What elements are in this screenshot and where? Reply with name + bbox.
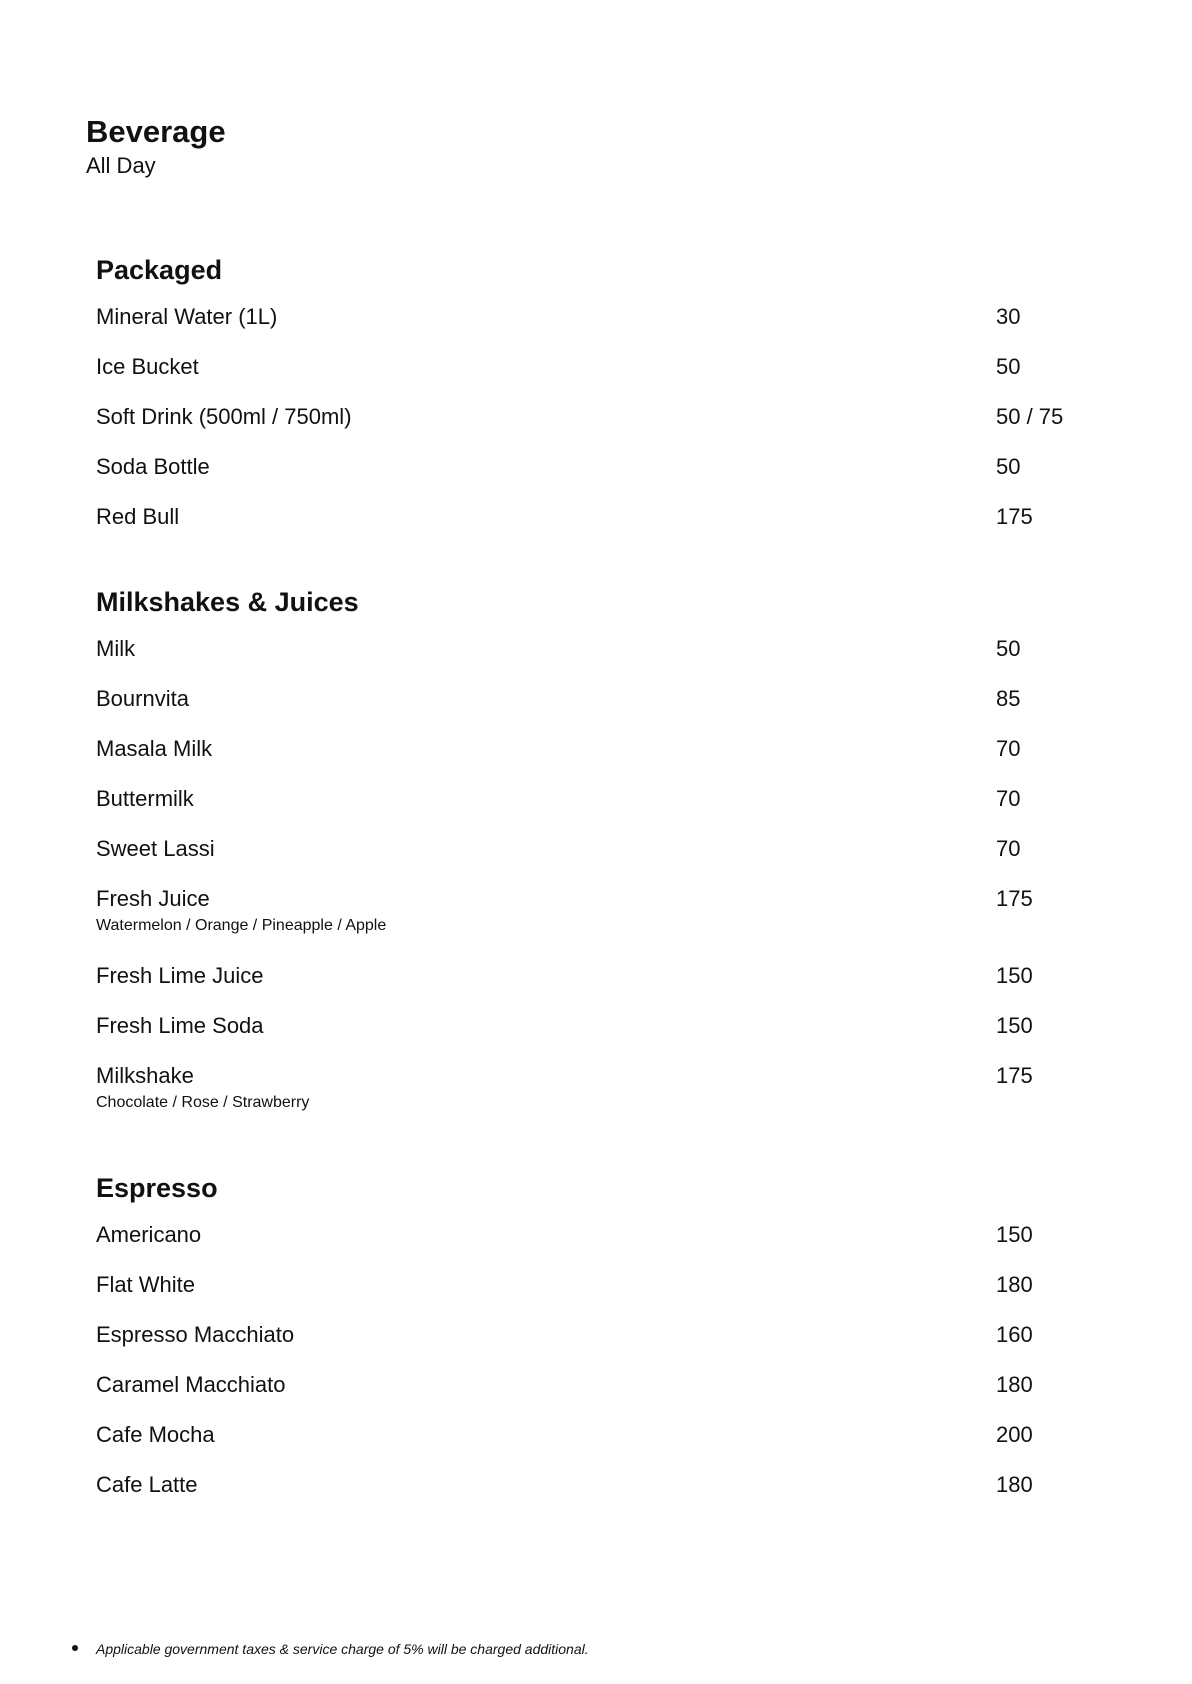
menu-item-price: 200 <box>996 1422 1033 1447</box>
menu-item <box>96 1470 1096 1520</box>
menu-item-name: Soda Bottle <box>96 454 210 479</box>
menu-item-name: Soft Drink (500ml / 750ml) <box>96 404 352 429</box>
menu-item-price: 50 <box>996 454 1021 479</box>
page-subtitle: All Day <box>86 153 156 178</box>
menu-item-name: Fresh Juice <box>96 886 210 911</box>
menu-item <box>96 1220 1096 1270</box>
section-title: Packaged <box>96 255 223 285</box>
menu-item <box>96 684 1096 734</box>
menu-item <box>96 302 1096 352</box>
menu-item-price: 150 <box>996 1222 1033 1247</box>
menu-item-price: 175 <box>996 504 1033 529</box>
menu-item-name: Fresh Lime Juice <box>96 963 264 988</box>
menu-item-price: 85 <box>996 686 1021 711</box>
bullet-icon <box>72 1645 78 1651</box>
menu-item-name: Sweet Lassi <box>96 836 215 861</box>
page-title: Beverage <box>86 114 226 149</box>
menu-item-description: Chocolate / Rose / Strawberry <box>96 1094 310 1111</box>
menu-item-price: 160 <box>996 1322 1033 1347</box>
menu-item <box>96 1420 1096 1470</box>
menu-item <box>96 961 1096 1011</box>
menu-item <box>96 634 1096 684</box>
menu-item-list <box>96 1220 1096 1520</box>
menu-item-price: 180 <box>996 1372 1033 1397</box>
menu-item-description: Watermelon / Orange / Pineapple / Apple <box>96 917 387 934</box>
menu-item-price: 50 / 75 <box>996 404 1064 429</box>
menu-item-price: 180 <box>996 1272 1033 1297</box>
menu-item-list <box>96 302 1096 552</box>
menu-item <box>96 402 1096 452</box>
menu-item <box>96 884 1096 961</box>
menu-item-name: Buttermilk <box>96 786 194 811</box>
menu-item <box>96 1011 1096 1061</box>
menu-item-name: Bournvita <box>96 686 189 711</box>
menu-item-price: 70 <box>996 786 1021 811</box>
menu-item <box>96 784 1096 834</box>
section-title: Espresso <box>96 1173 218 1203</box>
menu-item-price: 175 <box>996 1063 1033 1088</box>
menu-item <box>96 1320 1096 1370</box>
footnote-text: Applicable government taxes & service charge of 5% will be charged additional. <box>96 1641 589 1657</box>
menu-section <box>96 584 1096 1138</box>
menu-item-name: Masala Milk <box>96 736 213 761</box>
menu-header <box>86 112 226 180</box>
menu-item-name: Cafe Latte <box>96 1472 198 1497</box>
section-title: Milkshakes & Juices <box>96 587 359 617</box>
menu-item-price: 150 <box>996 1013 1033 1038</box>
menu-item-name: Milk <box>96 636 136 661</box>
menu-item <box>96 734 1096 784</box>
menu-item-price: 180 <box>996 1472 1033 1497</box>
menu-item <box>96 1370 1096 1420</box>
menu-item <box>96 1270 1096 1320</box>
menu-item-name: Milkshake <box>96 1063 194 1088</box>
menu-item-price: 30 <box>996 304 1021 329</box>
menu-item-name: Cafe Mocha <box>96 1422 215 1447</box>
menu-item-name: Fresh Lime Soda <box>96 1013 264 1038</box>
menu-item-name: Ice Bucket <box>96 354 199 379</box>
menu-item <box>96 452 1096 502</box>
menu-item-price: 50 <box>996 354 1021 379</box>
menu-item-price: 70 <box>996 736 1021 761</box>
menu-item-name: Espresso Macchiato <box>96 1322 295 1347</box>
menu-item <box>96 834 1096 884</box>
footnote <box>72 1640 589 1658</box>
menu-item-name: Americano <box>96 1222 202 1247</box>
menu-sections <box>96 252 1096 1552</box>
menu-item <box>96 502 1096 552</box>
menu-item-price: 70 <box>996 836 1021 861</box>
menu-section <box>96 252 1096 552</box>
menu-item-price: 50 <box>996 636 1021 661</box>
menu-item-name: Mineral Water (1L) <box>96 304 278 329</box>
menu-item-price: 175 <box>996 886 1033 911</box>
menu-item-name: Caramel Macchiato <box>96 1372 286 1397</box>
menu-item-name: Flat White <box>96 1272 196 1297</box>
menu-item-name: Red Bull <box>96 504 180 529</box>
menu-item-price: 150 <box>996 963 1033 988</box>
menu-section <box>96 1170 1096 1520</box>
menu-item <box>96 352 1096 402</box>
menu-item <box>96 1061 1096 1138</box>
menu-item-list <box>96 634 1096 1138</box>
